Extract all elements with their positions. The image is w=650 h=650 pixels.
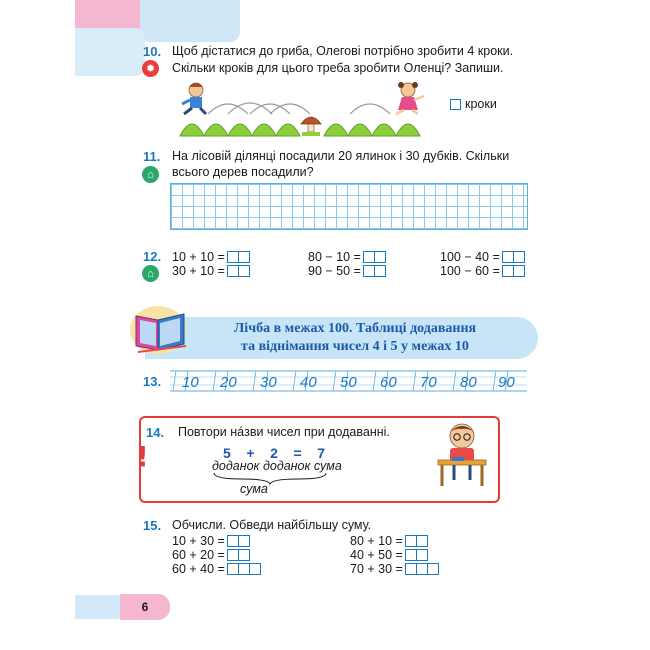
answer-box[interactable]: [450, 99, 461, 110]
topic-title-line1: Лічба в межах 100. Таблиці додавання: [233, 321, 477, 336]
sequence-value: 60: [380, 374, 397, 391]
equation-term: 2: [270, 445, 278, 461]
topic-title-line2: та віднімання чисел 4 і 5 у межах 10: [241, 339, 469, 354]
kids-jumping-illustration: [170, 76, 430, 142]
exercise-15-row: [172, 562, 261, 576]
expression: 40 + 50 =: [350, 548, 403, 562]
exercise-12-row: [172, 264, 250, 278]
sequence-value: 90: [498, 374, 515, 391]
answer-boxes[interactable]: [406, 549, 428, 561]
corner-decoration-left: [75, 28, 145, 76]
answer-boxes[interactable]: [228, 549, 250, 561]
sequence-value: 70: [420, 374, 437, 391]
answer-label: кроки: [465, 97, 497, 111]
equation-operator: +: [246, 445, 255, 461]
expression: 30 + 10 =: [172, 264, 225, 278]
expression: 60 + 20 =: [172, 548, 225, 562]
exercise-10-number: 10.: [143, 44, 162, 59]
answer-boxes[interactable]: [364, 265, 386, 277]
exercise-10-line2: Скільки кроків для цього треба зробити Оленці? Запиши.: [172, 61, 504, 75]
expression: 100 − 60 =: [440, 264, 500, 278]
expression: 80 − 10 =: [308, 250, 361, 264]
exercise-15-row: [172, 548, 250, 562]
exercise-15-row: [350, 534, 428, 548]
equation-result: 7: [317, 445, 326, 461]
exercise-11-line1: На лісовій ділянці посадили 20 ялинок і 30 дубків. Скільки: [172, 149, 510, 163]
answer-boxes[interactable]: [406, 563, 439, 575]
expression: 10 + 10 =: [172, 250, 225, 264]
answer-boxes[interactable]: [228, 251, 250, 263]
expression: 100 − 40 =: [440, 250, 500, 264]
exercise-15-row: [172, 534, 250, 548]
writing-grid[interactable]: [170, 183, 528, 230]
exercise-15-text: Обчисли. Обведи найбільшу суму.: [172, 518, 372, 532]
exercise-14-number: 14.: [146, 425, 165, 440]
sequence-value: 80: [460, 374, 477, 391]
term-addend: доданок: [212, 459, 260, 473]
exercise-11-number: 11.: [143, 149, 161, 164]
ruled-writing-line: [170, 369, 527, 393]
exercise-12-number: 12.: [143, 249, 162, 264]
exclamation-mark: !: [136, 440, 149, 473]
exercise-10-answer: [450, 96, 497, 113]
exercise-13-number: 13.: [143, 374, 162, 389]
exercise-12-row: [308, 264, 386, 278]
brace-label: сума: [240, 482, 268, 496]
exercise-15-row: [350, 548, 428, 562]
house-icon: ⌂: [142, 265, 159, 282]
answer-boxes[interactable]: [228, 265, 250, 277]
exercise-12-row: [172, 250, 250, 264]
expression: 80 + 10 =: [350, 534, 403, 548]
term-addend: доданок: [262, 459, 311, 473]
sequence-value: 20: [220, 374, 237, 391]
exercise-11-line2: всього дерев посадили?: [172, 165, 314, 179]
answer-boxes[interactable]: [228, 535, 250, 547]
brace: [212, 471, 332, 485]
equation-equals: =: [293, 445, 302, 461]
house-icon: ⌂: [142, 166, 159, 183]
answer-boxes[interactable]: [228, 563, 261, 575]
exercise-12-row: [308, 250, 386, 264]
student-at-desk-illustration: [432, 420, 492, 490]
expression: 70 + 30 =: [350, 562, 403, 576]
answer-boxes[interactable]: [364, 251, 386, 263]
expression: 60 + 40 =: [172, 562, 225, 576]
answer-boxes[interactable]: [503, 251, 525, 263]
exercise-12-row: [440, 264, 525, 278]
sequence-value: 50: [340, 374, 357, 391]
expression: 10 + 30 =: [172, 534, 225, 548]
sequence-value: 10: [182, 374, 199, 391]
page-number: 6: [120, 594, 170, 620]
sun-icon: ✹: [142, 60, 159, 77]
equation-term: 5: [223, 445, 231, 461]
exercise-15-row: [350, 562, 439, 576]
term-sum: сума: [313, 459, 342, 473]
exercise-15-number: 15.: [143, 518, 162, 533]
exercise-14-text: Повтори нáзви чисел при додаванні.: [178, 425, 390, 439]
expression: 90 − 50 =: [308, 264, 361, 278]
topic-title: [200, 320, 510, 356]
answer-boxes[interactable]: [406, 535, 428, 547]
exercise-10-line1: Щоб дістатися до гриба, Олегові потрібно зробити 4 кроки.: [172, 44, 514, 58]
exercise-12-row: [440, 250, 525, 264]
sequence-value: 30: [260, 374, 277, 391]
corner-decoration-blue: [140, 0, 240, 42]
sequence-value: 40: [300, 374, 317, 391]
answer-boxes[interactable]: [503, 265, 525, 277]
book-icon: [128, 300, 194, 358]
